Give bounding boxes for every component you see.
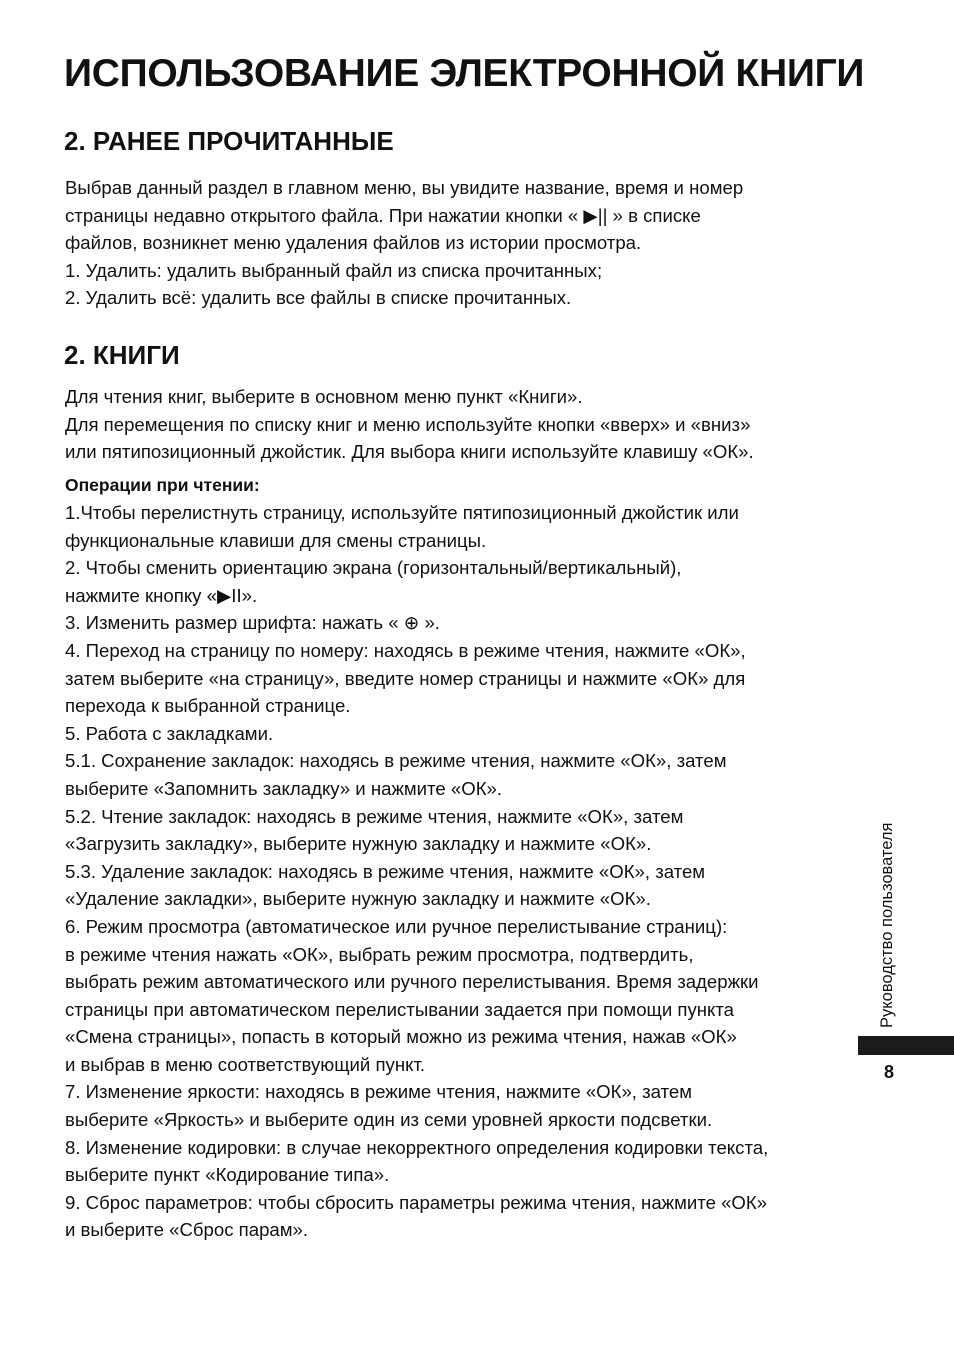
text-line: 2. Удалить всё: удалить все файлы в списке прочитанных. (65, 287, 572, 309)
text-line: 9. Сброс параметров: чтобы сбросить параметры режима чтения, нажмите «ОК» (65, 1191, 768, 1213)
operations-list (65, 499, 768, 1244)
text-line: или пятипозиционный джойстик. Для выбора книги используйте клавишу «ОК». (65, 441, 754, 463)
section-books-intro (65, 383, 754, 466)
text-line: 5.2. Чтение закладок: находясь в режиме чтения, нажмите «ОК», затем (65, 805, 684, 827)
text-line: «Загрузить закладку», выберите нужную закладку и нажмите «ОК». (65, 833, 652, 855)
text-line: выберите «Запомнить закладку» и нажмите «ОК». (65, 777, 503, 799)
sidebar-label: Руководство пользователя (878, 822, 896, 1028)
text-line: 1.Чтобы перелистнуть страницу, используйте пятипозиционный джойстик или (65, 502, 739, 523)
section-heading-books: 2. КНИГИ (64, 340, 180, 370)
page-tab-marker (858, 1036, 954, 1055)
section-recent-body (65, 174, 743, 312)
text-line: 6. Режим просмотра (автоматическое или ручное перелистывание страниц): (65, 915, 728, 937)
text-line: 5. Работа с закладками. (65, 722, 274, 744)
text-line: функциональные клавиши для смены страницы. (65, 529, 487, 551)
text-line: нажмите кнопку «▶II». (65, 584, 258, 606)
text-line: затем выберите «на страницу», введите номер страницы и нажмите «ОК» для (65, 667, 746, 689)
text-line: 3. Изменить размер шрифта: нажать « ⊕ ». (65, 612, 440, 634)
text-line: 4. Переход на страницу по номеру: находясь в режиме чтения, нажмите «ОК», (65, 639, 746, 661)
text-line: 5.3. Удаление закладок: находясь в режиме чтения, нажмите «ОК», затем (65, 860, 706, 882)
text-line: выберите пункт «Кодирование типа». (65, 1164, 390, 1186)
text-line: Выбрав данный раздел в главном меню, вы увидите название, время и номер (65, 177, 744, 198)
page-number: 8 (884, 1062, 895, 1082)
text-line: 5.1. Сохранение закладок: находясь в режиме чтения, нажмите «ОК», затем (65, 750, 727, 772)
text-line: 7. Изменение яркости: находясь в режиме чтения, нажмите «ОК», затем (65, 1081, 693, 1103)
text-line: «Удаление закладки», выберите нужную закладку и нажмите «ОК». (65, 888, 651, 910)
text-line: страницы недавно открытого файла. При нажатии кнопки « ▶|| » в списке (65, 204, 701, 226)
text-line: перехода к выбранной странице. (65, 695, 351, 717)
text-line: 8. Изменение кодировки: в случае некорректного определения кодировки текста, (65, 1136, 769, 1158)
text-line: в режиме чтения нажать «ОК», выбрать режим просмотра, подтвердить, (65, 943, 694, 965)
text-line: 2. Чтобы сменить ориентацию экрана (горизонтальный/вертикальный), (65, 557, 682, 579)
text-line: файлов, возникнет меню удаления файлов из истории просмотра. (65, 232, 642, 254)
text-line: 1. Удалить: удалить выбранный файл из списка прочитанных; (65, 259, 603, 281)
operations-subheading: Операции при чтении: (65, 475, 260, 495)
text-line: выберите «Яркость» и выберите один из семи уровней яркости подсветки. (65, 1109, 713, 1131)
text-line: и выбрав в меню соответствующий пункт. (65, 1053, 426, 1075)
page-title: ИСПОЛЬЗОВАНИЕ ЭЛЕКТРОННОЙ КНИГИ (64, 52, 865, 95)
text-line: страницы при автоматическом перелистывании задается при помощи пункта (65, 998, 735, 1020)
text-line: выбрать режим автоматического или ручного перелистывания. Время задержки (65, 971, 759, 993)
text-line: «Смена страницы», попасть в который можно из режима чтения, нажав «ОК» (65, 1026, 737, 1048)
text-line: Для перемещения по списку книг и меню используйте кнопки «вверх» и «вниз» (65, 413, 751, 435)
section-heading-recent: 2. РАНЕЕ ПРОЧИТАННЫЕ (64, 126, 394, 156)
text-line: и выберите «Сброс парам». (65, 1219, 309, 1241)
text-line: Для чтения книг, выберите в основном меню пункт «Книги». (65, 386, 583, 407)
